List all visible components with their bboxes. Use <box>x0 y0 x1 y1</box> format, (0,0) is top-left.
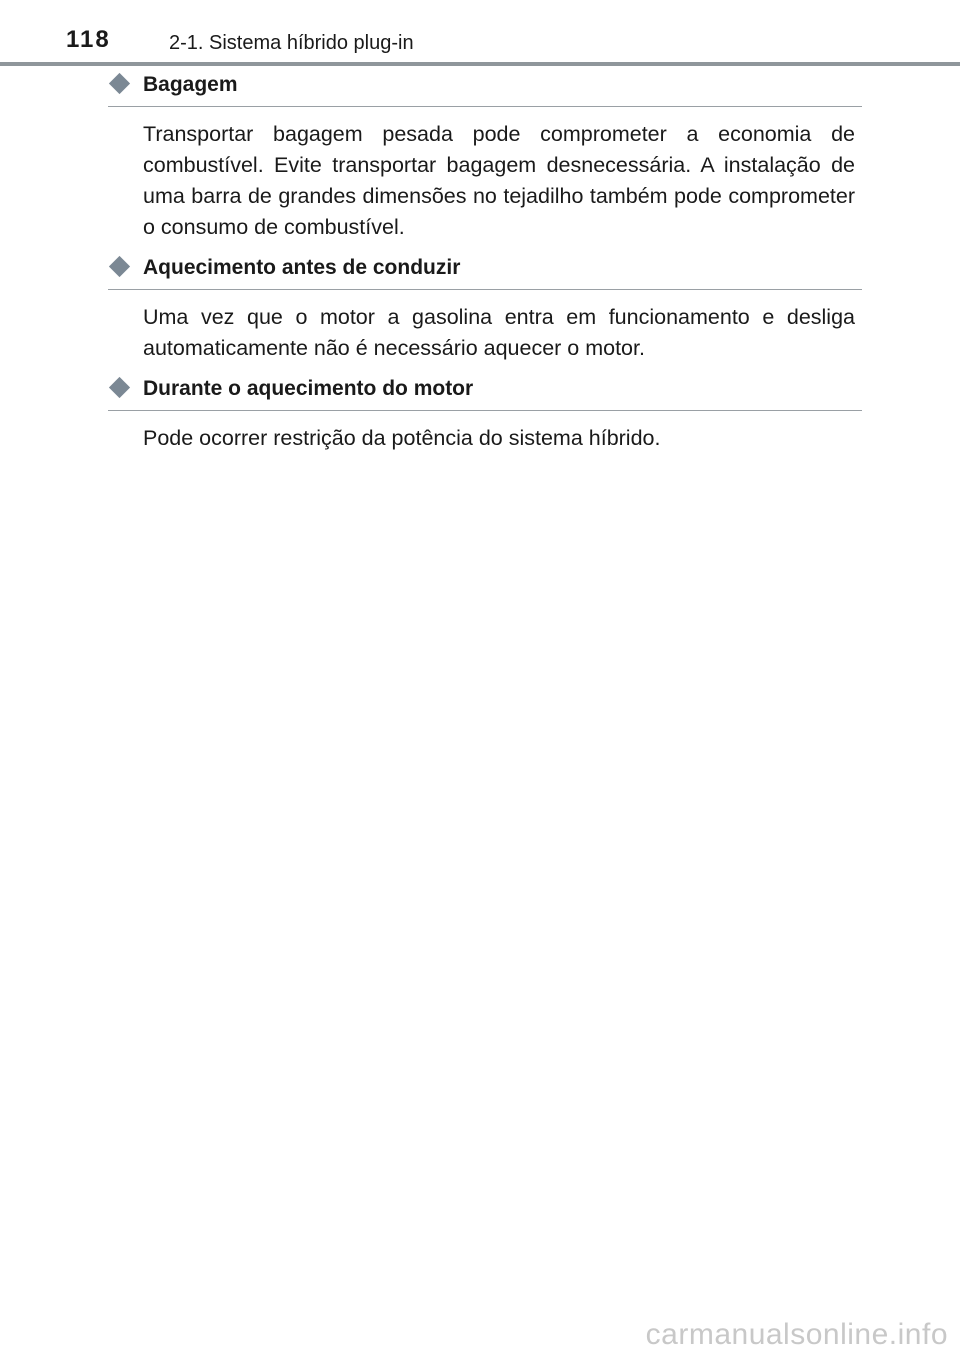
section-heading <box>108 255 862 290</box>
section-aquecimento-antes <box>108 255 862 364</box>
section-heading <box>108 376 862 411</box>
page-number: 118 <box>66 26 111 53</box>
section-bagagem <box>108 72 862 243</box>
section-heading-text: Aquecimento antes de conduzir <box>143 256 461 279</box>
header-rule <box>0 62 960 66</box>
section-heading-text: Bagagem <box>143 73 238 96</box>
diamond-icon <box>109 377 130 398</box>
section-durante-aquecimento <box>108 376 862 454</box>
section-heading-text: Durante o aquecimento do motor <box>143 377 474 400</box>
chapter-title: 2-1. Sistema híbrido plug-in <box>169 32 414 54</box>
section-body-text: Pode ocorrer restrição da potência do sistema híbrido. <box>143 426 661 450</box>
page-header <box>0 0 960 66</box>
diamond-icon <box>109 73 130 94</box>
footer-watermark: carmanualsonline.info <box>645 1318 948 1351</box>
section-body-text: Transportar bagagem pesada pode comprometer a economia de combustível. Evite transportar bagagem desnecessária. A instalação de uma barra de grandes dimensões no tejadilho também pode comprometer o consumo de combustível. <box>143 122 855 239</box>
section-body-text: Uma vez que o motor a gasolina entra em funcionamento e desliga automaticamente não é necessário aquecer o motor. <box>143 305 855 360</box>
diamond-icon <box>109 256 130 277</box>
section-heading <box>108 72 862 107</box>
